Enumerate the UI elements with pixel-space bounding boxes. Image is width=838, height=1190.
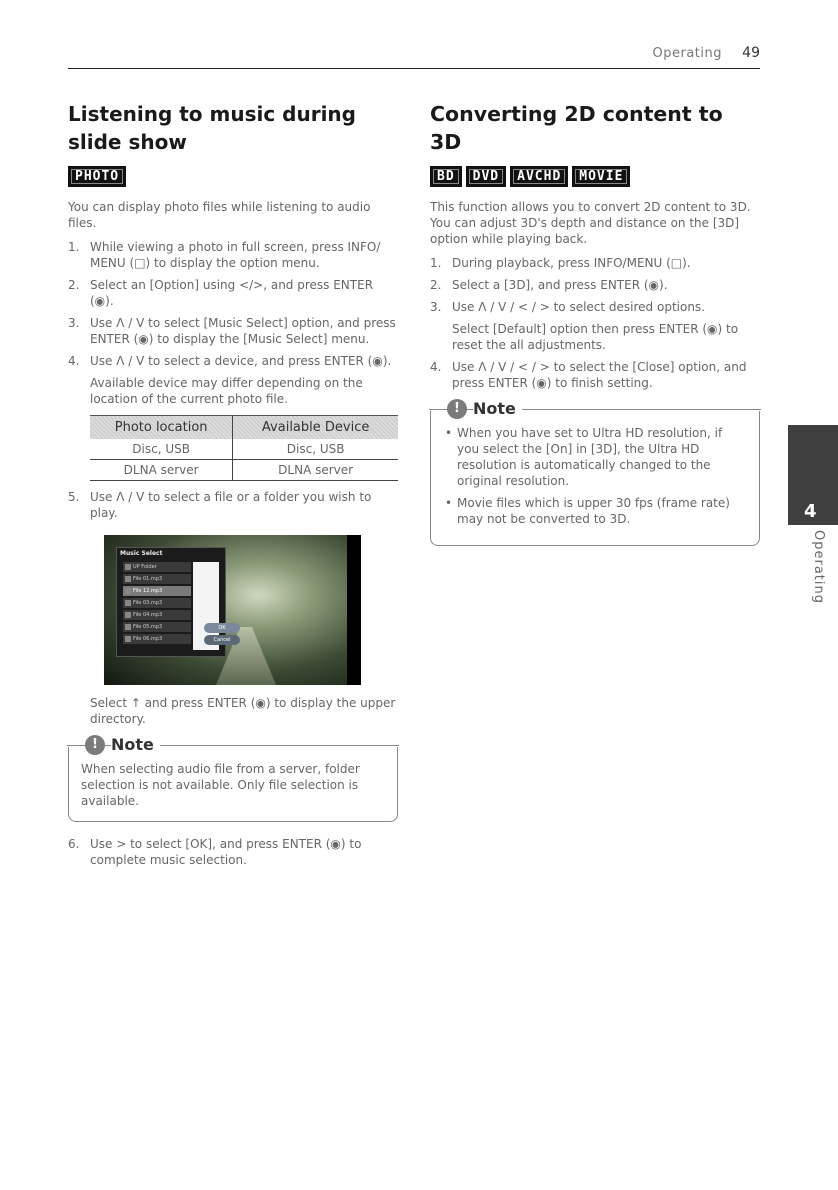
note-item: • When you have set to Ultra HD resolution, if you select the [On] in [3D], the Ultra HD resolution is automatically changed to the original resolution. [443, 425, 747, 489]
step-number: 2. [68, 278, 80, 292]
list-item: File 05.mp3 [123, 622, 191, 632]
step-number: 6. [68, 837, 80, 851]
table-row [90, 460, 398, 481]
step-text: Use Λ / V to select a file or a folder you wish to play. [90, 490, 372, 520]
list-item: File 12.mp3 [123, 586, 191, 596]
ok-button: OK [204, 623, 240, 633]
step-1 [430, 255, 760, 271]
bd-badge: BD [430, 166, 462, 187]
step-4-note: Available device may differ depending on the location of the current photo file. [90, 376, 363, 406]
note-box-right [430, 399, 760, 546]
note-label: Note [473, 399, 522, 418]
note-list [443, 425, 747, 527]
note-box-left [68, 735, 398, 822]
step-3 [68, 315, 398, 347]
step-text: Use > to select [OK], and press ENTER (◉) to complete music selection. [90, 837, 362, 867]
list-item: File 06.mp3 [123, 634, 191, 644]
step-text: While viewing a photo in full screen, press INFO/ MENU (□) to display the option menu. [90, 240, 381, 270]
step-6 [68, 836, 398, 868]
step-text: During playback, press INFO/MENU (□). [452, 256, 691, 270]
note-icon: ! [85, 735, 105, 755]
panel-title: Music Select [120, 550, 163, 557]
note-icon: ! [447, 399, 467, 419]
table-cell: DLNA server [233, 460, 398, 481]
device-table [90, 415, 398, 481]
avchd-badge: AVCHD [510, 166, 568, 187]
step-4 [430, 359, 760, 391]
badge-row [68, 166, 398, 187]
steps-list-cont [68, 489, 398, 521]
steps-list-final [68, 836, 398, 868]
list-item: File 03.mp3 [123, 598, 191, 608]
right-column [430, 100, 760, 546]
step-text: Use Λ / V / < / > to select the [Close] option, and press ENTER (◉) to finish setting. [452, 360, 747, 390]
steps-list-cont [430, 359, 760, 391]
list-item: File 01.mp3 [123, 574, 191, 584]
steps-list [68, 239, 398, 369]
section-title: Operating [652, 46, 722, 61]
step-number: 1. [430, 256, 442, 270]
step-5 [68, 489, 398, 521]
step-3 [430, 299, 760, 315]
page-header [68, 44, 760, 69]
step-text: Select an [Option] using </>, and press ENTER (◉). [90, 278, 374, 308]
list-item: File 04.mp3 [123, 610, 191, 620]
step-number: 5. [68, 490, 80, 504]
step-1 [68, 239, 398, 271]
list-item: UP Folder [123, 562, 191, 572]
step-number: 4. [430, 360, 442, 374]
step-2 [68, 277, 398, 309]
note-label: Note [111, 735, 160, 754]
movie-badge: MOVIE [572, 166, 630, 187]
note-text: When selecting audio file from a server, folder selection is not available. Only file selection is available. [81, 762, 360, 808]
table-cell: DLNA server [90, 460, 233, 481]
table-cell: Disc, USB [233, 439, 398, 460]
step-4 [68, 353, 398, 369]
step-text: Use Λ / V / < / > to select desired options. [452, 300, 706, 314]
page-number: 49 [742, 45, 760, 61]
intro-text: You can display photo files while listening to audio files. [68, 200, 371, 230]
steps-list [430, 255, 760, 315]
screen-edge [347, 535, 361, 685]
chapter-number: 4 [804, 501, 817, 522]
section-heading-music-slideshow: Listening to music during slide show [68, 102, 356, 154]
step-text: Use Λ / V to select [Music Select] option, and press ENTER (◉) to display the [Music Select] menu. [90, 316, 396, 346]
dvd-badge: DVD [466, 166, 506, 187]
table-row [90, 439, 398, 460]
note-header [67, 735, 399, 757]
step-number: 3. [430, 300, 442, 314]
table-header: Photo location [90, 416, 233, 440]
file-list [123, 562, 191, 646]
section-heading-2d-to-3d: Converting 2D content to 3D [430, 102, 723, 154]
table-header: Available Device [233, 416, 398, 440]
left-column [68, 100, 398, 874]
step-number: 4. [68, 354, 80, 368]
step-number: 1. [68, 240, 80, 254]
badge-row [430, 166, 760, 187]
note-item: • Movie files which is upper 30 fps (frame rate) may not be converted to 3D. [443, 495, 747, 527]
step-number: 3. [68, 316, 80, 330]
step-3-note: Select [Default] option then press ENTER (◉) to reset the all adjustments. [452, 322, 739, 352]
step-number: 2. [430, 278, 442, 292]
step-2 [430, 277, 760, 293]
chapter-label: Operating [811, 530, 826, 604]
note-header [429, 399, 761, 421]
table-cell: Disc, USB [90, 439, 233, 460]
chapter-tab [788, 425, 838, 525]
upper-directory-text: Select ↑ and press ENTER (◉) to display the upper directory. [90, 696, 396, 726]
intro-text: This function allows you to convert 2D content to 3D. You can adjust 3D's depth and distance on the [3D] option while playing back. [430, 200, 751, 246]
step-text: Use Λ / V to select a device, and press ENTER (◉). [90, 354, 392, 368]
step-text: Select a [3D], and press ENTER (◉). [452, 278, 668, 292]
cancel-button: Cancel [204, 635, 240, 645]
photo-badge: PHOTO [68, 166, 126, 187]
music-select-screenshot [104, 535, 361, 685]
